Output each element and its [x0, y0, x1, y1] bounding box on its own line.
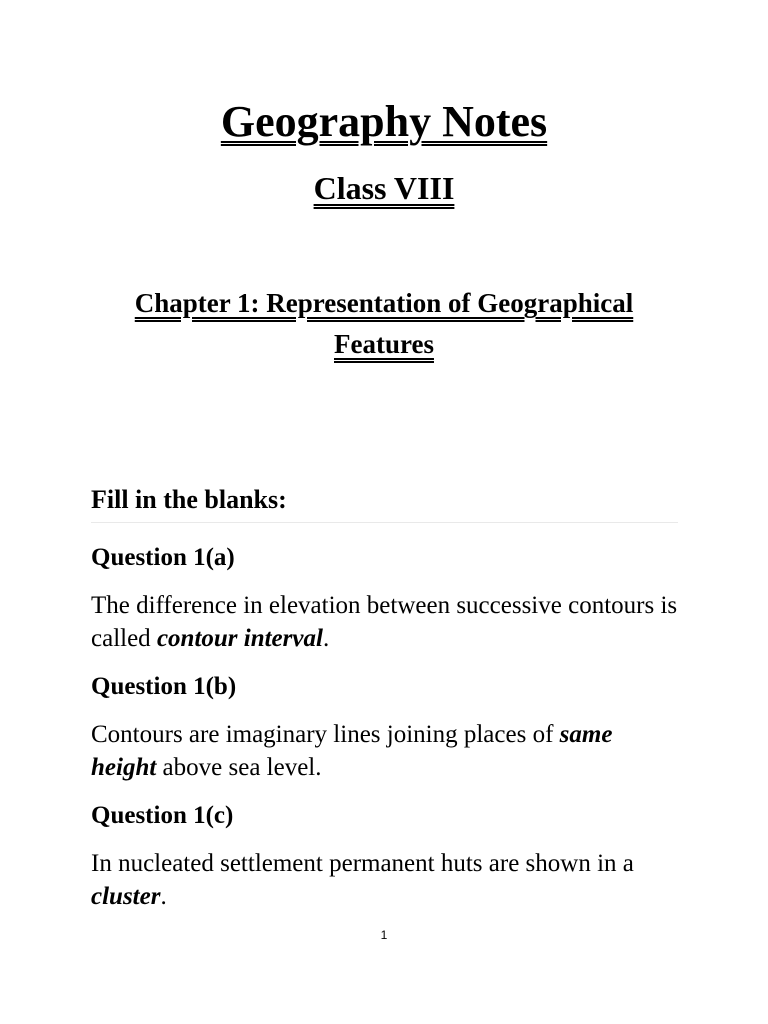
question-text-1c-after: . — [160, 883, 167, 910]
question-label-1a: Question 1(a) — [91, 544, 235, 571]
question-text-1c — [91, 847, 681, 913]
question-label-1b: Question 1(b) — [91, 673, 237, 700]
chapter-heading-line2: Features — [334, 329, 434, 359]
question-text-1b-before: Contours are imaginary lines joining places of — [91, 721, 560, 748]
question-answer-1c: cluster — [91, 883, 161, 910]
question-text-1a-before: The difference in elevation between successive contours is called — [91, 592, 678, 652]
document-subtitle — [0, 170, 768, 207]
question-text-1a — [91, 589, 681, 655]
question-text-1b — [91, 718, 681, 784]
question-answer-1a: contour interval — [156, 625, 323, 652]
document-title-text: Geography Notes — [220, 97, 548, 146]
chapter-heading — [90, 283, 678, 365]
chapter-heading-line1: Chapter 1: Representation of Geographical — [134, 288, 634, 318]
question-label-1c: Question 1(c) — [91, 802, 234, 829]
document-title — [0, 96, 768, 147]
question-text-1c-before: In nucleated settlement permanent huts are shown in a — [91, 850, 634, 877]
question-answer-1b: same height — [91, 721, 613, 781]
question-text-1b-after: above sea level. — [156, 754, 322, 781]
question-text-1a-after: . — [322, 625, 330, 652]
document-subtitle-text: Class VIII — [313, 170, 455, 206]
page-number: 1 — [380, 928, 388, 942]
section-divider — [91, 522, 678, 523]
section-heading: Fill in the blanks: — [91, 485, 287, 514]
